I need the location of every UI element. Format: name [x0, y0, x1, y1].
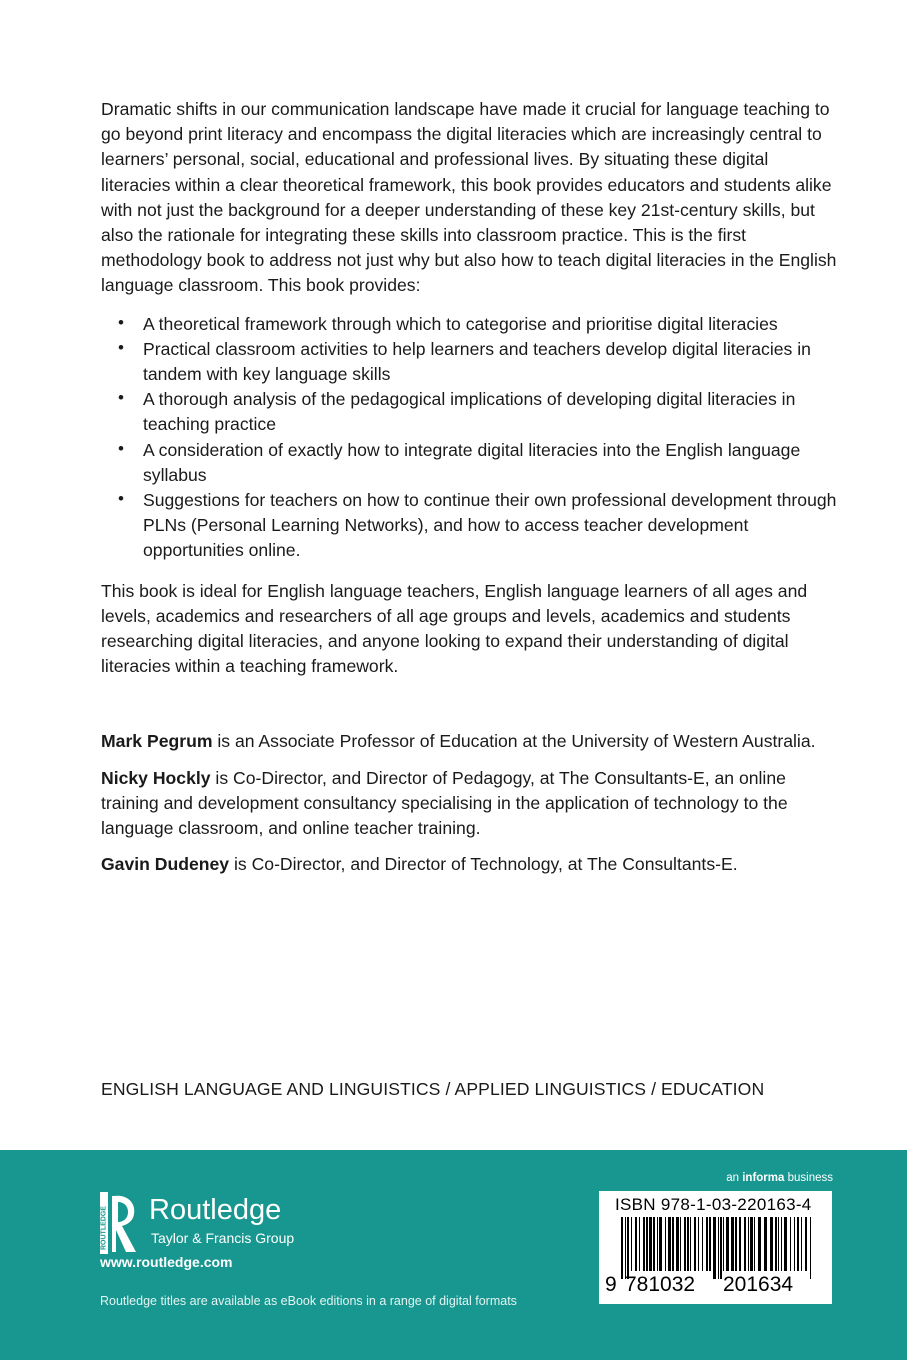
- list-item: • Suggestions for teachers on how to continue their own professional development through PLNs (Personal Learning Networks), and how to access teacher development opportunities online.: [101, 488, 841, 564]
- author-bio: Nicky Hockly is Co-Director, and Director of Pedagogy, at The Consultants-E, an online training and development consultancy specialising in the application of technology to the language classroom, and online teacher training.: [101, 767, 788, 839]
- svg-text:ROUTLEDGE: ROUTLEDGE: [100, 1206, 108, 1250]
- author-name: Mark Pegrum: [101, 731, 213, 752]
- routledge-logo-icon: [100, 1192, 140, 1254]
- audience-paragraph: This book is ideal for English language teachers, English language learners of all ages and levels, academics and researchers of all age groups and levels, academics and students researching digital literacies, and anyone looking to expand their understanding of digital literacies within a teaching framework.: [101, 580, 808, 677]
- barcode-bar: [653, 1217, 655, 1271]
- barcode-bar: [657, 1217, 658, 1271]
- barcode-bar: [649, 1217, 652, 1271]
- barcode-bar: [754, 1217, 755, 1271]
- barcode-bar: [778, 1217, 779, 1271]
- features-list: [101, 312, 841, 564]
- barcode-bar: [646, 1217, 648, 1271]
- bullet-icon: •: [118, 337, 124, 357]
- barcode-bar: [659, 1217, 662, 1271]
- barcode-bar: [810, 1217, 811, 1279]
- list-item: • A thorough analysis of the pedagogical implications of developing digital literacies in teaching practice: [101, 387, 841, 437]
- ebook-note: Routledge titles are available as eBook editions in a range of digital formats: [100, 1294, 517, 1308]
- barcode-icon: [621, 1217, 813, 1279]
- barcode-bar: [723, 1217, 724, 1271]
- author-bio: Mark Pegrum is an Associate Professor of Education at the University of Western Australia.: [101, 731, 816, 752]
- barcode-bar: [672, 1217, 674, 1271]
- barcode-bar: [718, 1217, 719, 1279]
- barcode-bar: [702, 1217, 703, 1271]
- barcode-bar: [731, 1217, 734, 1271]
- back-cover-text: [101, 97, 841, 877]
- barcode-bar: [709, 1217, 711, 1271]
- bullet-icon: •: [118, 312, 124, 332]
- barcode-bar: [680, 1217, 681, 1271]
- barcode-bar: [643, 1217, 645, 1271]
- bullet-icon: •: [118, 388, 124, 408]
- barcode-bar: [726, 1217, 729, 1271]
- intro-paragraph: Dramatic shifts in our communication landscape have made it crucial for language teaching to go beyond print literacy and encompass the digital literacies which are increasingly central to learners’ personal, social, educational and professional lives. By situating these digital literacies within a clear theoretical framework, this book provides educators and students alike with not just the background for a deeper understanding of these key 21st-century skills, but also the rationale for integrating these skills into classroom practice. This is the first methodology book to address not just why but also how to teach digital literacies in the English language classroom. This book provides:: [101, 99, 837, 296]
- list-item: • A theoretical framework through which to categorise and prioritise digital literacies: [101, 312, 841, 337]
- publisher-group: Taylor & Francis Group: [151, 1230, 295, 1246]
- barcode-bar: [775, 1217, 777, 1271]
- barcode-bar: [665, 1217, 666, 1271]
- barcode-bar: [668, 1217, 671, 1271]
- barcode-bar: [735, 1217, 737, 1271]
- barcode-bar: [639, 1217, 640, 1271]
- list-item: • Practical classroom activities to help learners and teachers develop digital literacies in tandem with key language skills: [101, 337, 841, 387]
- informa-tagline: an informa business: [726, 1172, 833, 1184]
- barcode-bar: [744, 1217, 746, 1271]
- barcode-bar: [805, 1217, 807, 1271]
- barcode-bar: [797, 1217, 799, 1271]
- barcode-bar: [684, 1217, 686, 1271]
- barcode-bar: [750, 1217, 753, 1271]
- publisher-url[interactable]: www.routledge.com: [100, 1254, 233, 1270]
- bullet-icon: •: [118, 489, 124, 509]
- barcode-bar: [720, 1217, 722, 1279]
- barcode-bar: [770, 1217, 773, 1271]
- isbn-text: ISBN 978-1-03-220163-4: [615, 1195, 812, 1214]
- barcode-bar: [794, 1217, 795, 1271]
- barcode-bar: [627, 1217, 629, 1279]
- barcode-bar: [621, 1217, 623, 1279]
- barcode-bar: [748, 1217, 749, 1271]
- barcode-bar: [631, 1217, 632, 1271]
- barcode-bar: [706, 1217, 708, 1271]
- barcode-bar: [781, 1217, 782, 1271]
- bullet-icon: •: [118, 438, 124, 458]
- author-name: Gavin Dudeney: [101, 854, 230, 875]
- publisher-name: Routledge: [149, 1194, 282, 1226]
- subject-categories: ENGLISH LANGUAGE AND LINGUISTICS / APPLIED LINGUISTICS / EDUCATION: [101, 1079, 765, 1099]
- barcode-bar: [694, 1217, 696, 1271]
- barcode-bar: [758, 1217, 761, 1271]
- publisher-footer: [0, 1150, 907, 1360]
- barcode-bar: [784, 1217, 787, 1271]
- author-name: Nicky Hockly: [101, 767, 211, 788]
- barcode-bar: [801, 1217, 802, 1271]
- barcode-bar: [713, 1217, 716, 1279]
- barcode-bar: [625, 1217, 626, 1279]
- barcode-bar: [739, 1217, 741, 1271]
- author-bio: Gavin Dudeney is Co-Director, and Director of Technology, at The Consultants-E.: [101, 854, 738, 875]
- barcode-bar: [635, 1217, 637, 1271]
- barcode-bar: [687, 1217, 689, 1271]
- list-item: • A consideration of exactly how to integrate digital literacies into the English language syllabus: [101, 438, 841, 488]
- barcode-bar: [698, 1217, 699, 1271]
- isbn-barcode: ISBN 978-1-03-220163-4 9 781032 201634: [599, 1191, 832, 1304]
- barcode-bar: [790, 1217, 791, 1271]
- barcode-bar: [690, 1217, 691, 1271]
- barcode-bar: [764, 1217, 767, 1271]
- barcode-bar: [676, 1217, 679, 1271]
